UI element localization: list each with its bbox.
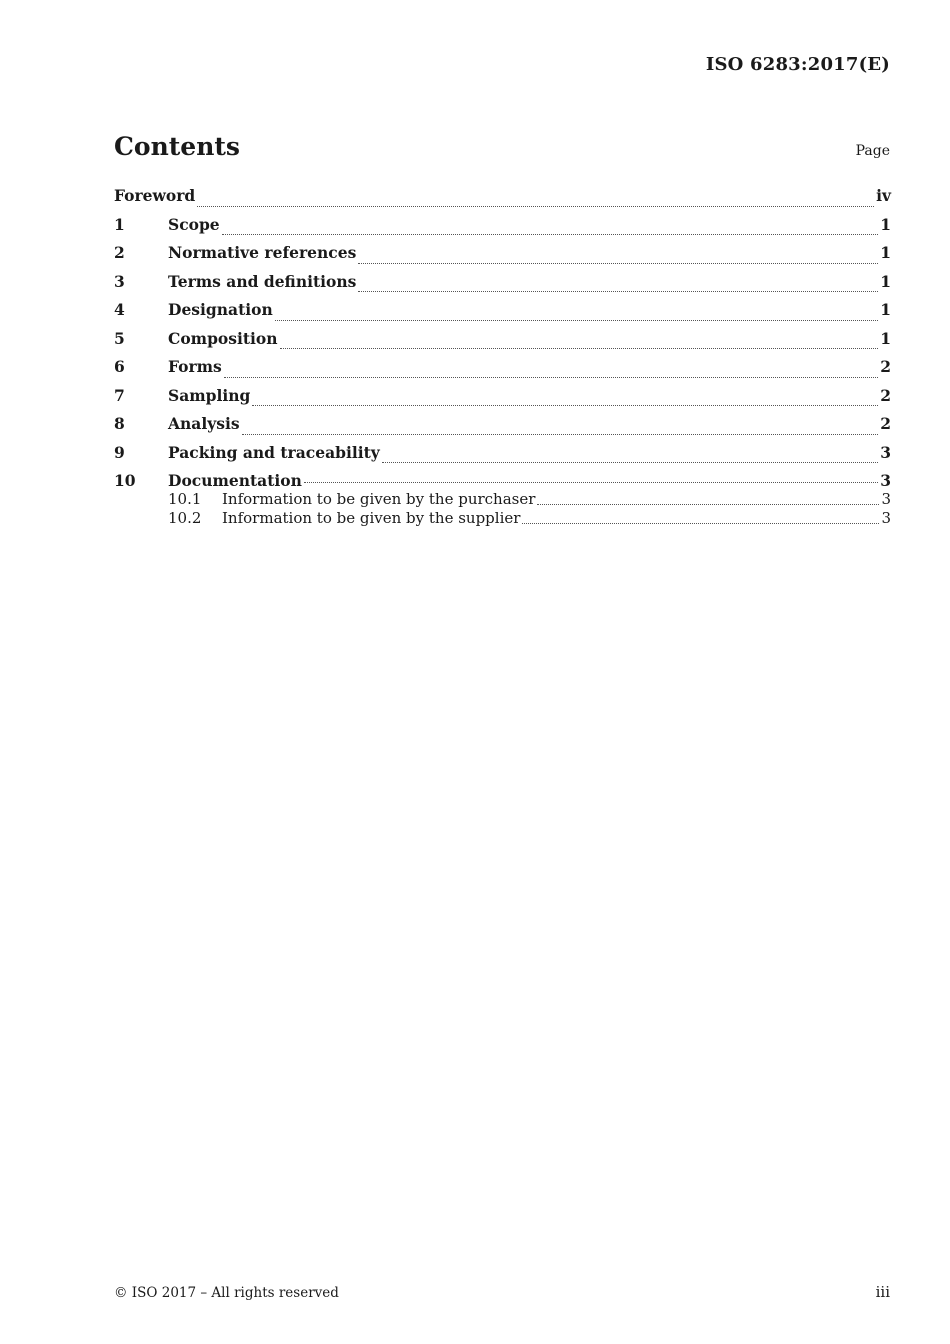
toc-subentry-page: 3 bbox=[881, 490, 891, 508]
toc-entry-page: 1 bbox=[880, 214, 891, 234]
toc-entry-analysis[interactable] bbox=[114, 413, 891, 442]
table-of-contents bbox=[114, 185, 891, 528]
toc-entry-designation[interactable] bbox=[114, 299, 891, 328]
toc-entry-page: 1 bbox=[880, 328, 891, 348]
dot-leader bbox=[358, 290, 878, 292]
toc-entry-title: Analysis bbox=[168, 414, 240, 433]
toc-entry-title: Terms and definitions bbox=[168, 271, 357, 291]
toc-entry-number: 4 bbox=[114, 300, 125, 319]
toc-entry-page: 1 bbox=[880, 271, 891, 291]
dot-leader bbox=[222, 233, 879, 235]
toc-entry-title: Foreword bbox=[114, 186, 196, 205]
toc-entry-title: Normative references bbox=[168, 243, 357, 262]
toc-entry-foreword[interactable] bbox=[114, 185, 891, 214]
toc-entry-page: 3 bbox=[880, 471, 891, 490]
toc-entry-number: 1 bbox=[114, 214, 125, 234]
toc-entry-title: Packing and traceability bbox=[168, 442, 380, 462]
toc-entry-page: 1 bbox=[880, 243, 891, 262]
toc-subentry-title: Information to be given by the supplier bbox=[222, 509, 521, 527]
copyright-notice: © ISO 2017 – All rights reserved bbox=[114, 1285, 339, 1301]
toc-entry-packing-and-traceability[interactable] bbox=[114, 442, 891, 471]
page-column-label: Page bbox=[855, 143, 890, 159]
dot-leader bbox=[522, 522, 879, 524]
toc-subentry-page: 3 bbox=[881, 509, 891, 527]
document-id: ISO 6283:2017(E) bbox=[705, 54, 890, 75]
dot-leader bbox=[280, 347, 879, 349]
dot-leader bbox=[197, 205, 874, 207]
toc-entry-number: 9 bbox=[114, 442, 125, 462]
toc-entry-sampling[interactable] bbox=[114, 385, 891, 414]
toc-subentry-title: Information to be given by the purchaser bbox=[222, 490, 536, 508]
toc-entry-page: 2 bbox=[880, 385, 891, 405]
toc-entry-terms-and-definitions[interactable] bbox=[114, 271, 891, 300]
dot-leader bbox=[252, 404, 878, 406]
toc-entry-page: 3 bbox=[880, 442, 891, 462]
toc-entry-title: Scope bbox=[168, 214, 220, 234]
toc-entry-page: 1 bbox=[880, 300, 891, 319]
dot-leader bbox=[537, 503, 879, 505]
toc-entry-title: Documentation bbox=[168, 471, 302, 490]
toc-entry-title: Composition bbox=[168, 328, 278, 348]
toc-entry-page: 2 bbox=[880, 414, 891, 433]
dot-leader bbox=[275, 319, 878, 321]
toc-entry-title: Forms bbox=[168, 357, 222, 376]
toc-entry-scope[interactable] bbox=[114, 214, 891, 243]
toc-entry-number: 7 bbox=[114, 385, 125, 405]
toc-entry-normative-references[interactable] bbox=[114, 242, 891, 271]
toc-subentry-purchaser-information[interactable] bbox=[114, 490, 891, 509]
dot-leader bbox=[224, 376, 878, 378]
toc-entry-documentation[interactable] bbox=[114, 470, 891, 490]
toc-entry-title: Sampling bbox=[168, 385, 251, 405]
toc-entry-number: 2 bbox=[114, 243, 125, 262]
toc-entry-forms[interactable] bbox=[114, 356, 891, 385]
dot-leader bbox=[242, 433, 879, 435]
toc-entry-number: 3 bbox=[114, 271, 125, 291]
toc-entry-number: 5 bbox=[114, 328, 125, 348]
toc-entry-number: 6 bbox=[114, 357, 125, 376]
contents-heading: Contents bbox=[114, 132, 241, 161]
toc-entry-page: 2 bbox=[880, 357, 891, 376]
dot-leader bbox=[382, 461, 878, 463]
dot-leader bbox=[358, 262, 878, 264]
toc-subentry-supplier-information[interactable] bbox=[114, 509, 891, 528]
toc-entry-composition[interactable] bbox=[114, 328, 891, 357]
toc-subentry-number: 10.2 bbox=[168, 509, 202, 527]
dot-leader bbox=[304, 481, 878, 483]
toc-entry-title: Designation bbox=[168, 300, 273, 319]
toc-entry-page: iv bbox=[876, 186, 891, 205]
toc-entry-number: 10 bbox=[114, 471, 136, 490]
page-number: iii bbox=[875, 1283, 890, 1301]
toc-subentry-number: 10.1 bbox=[168, 490, 202, 508]
toc-entry-number: 8 bbox=[114, 414, 125, 433]
